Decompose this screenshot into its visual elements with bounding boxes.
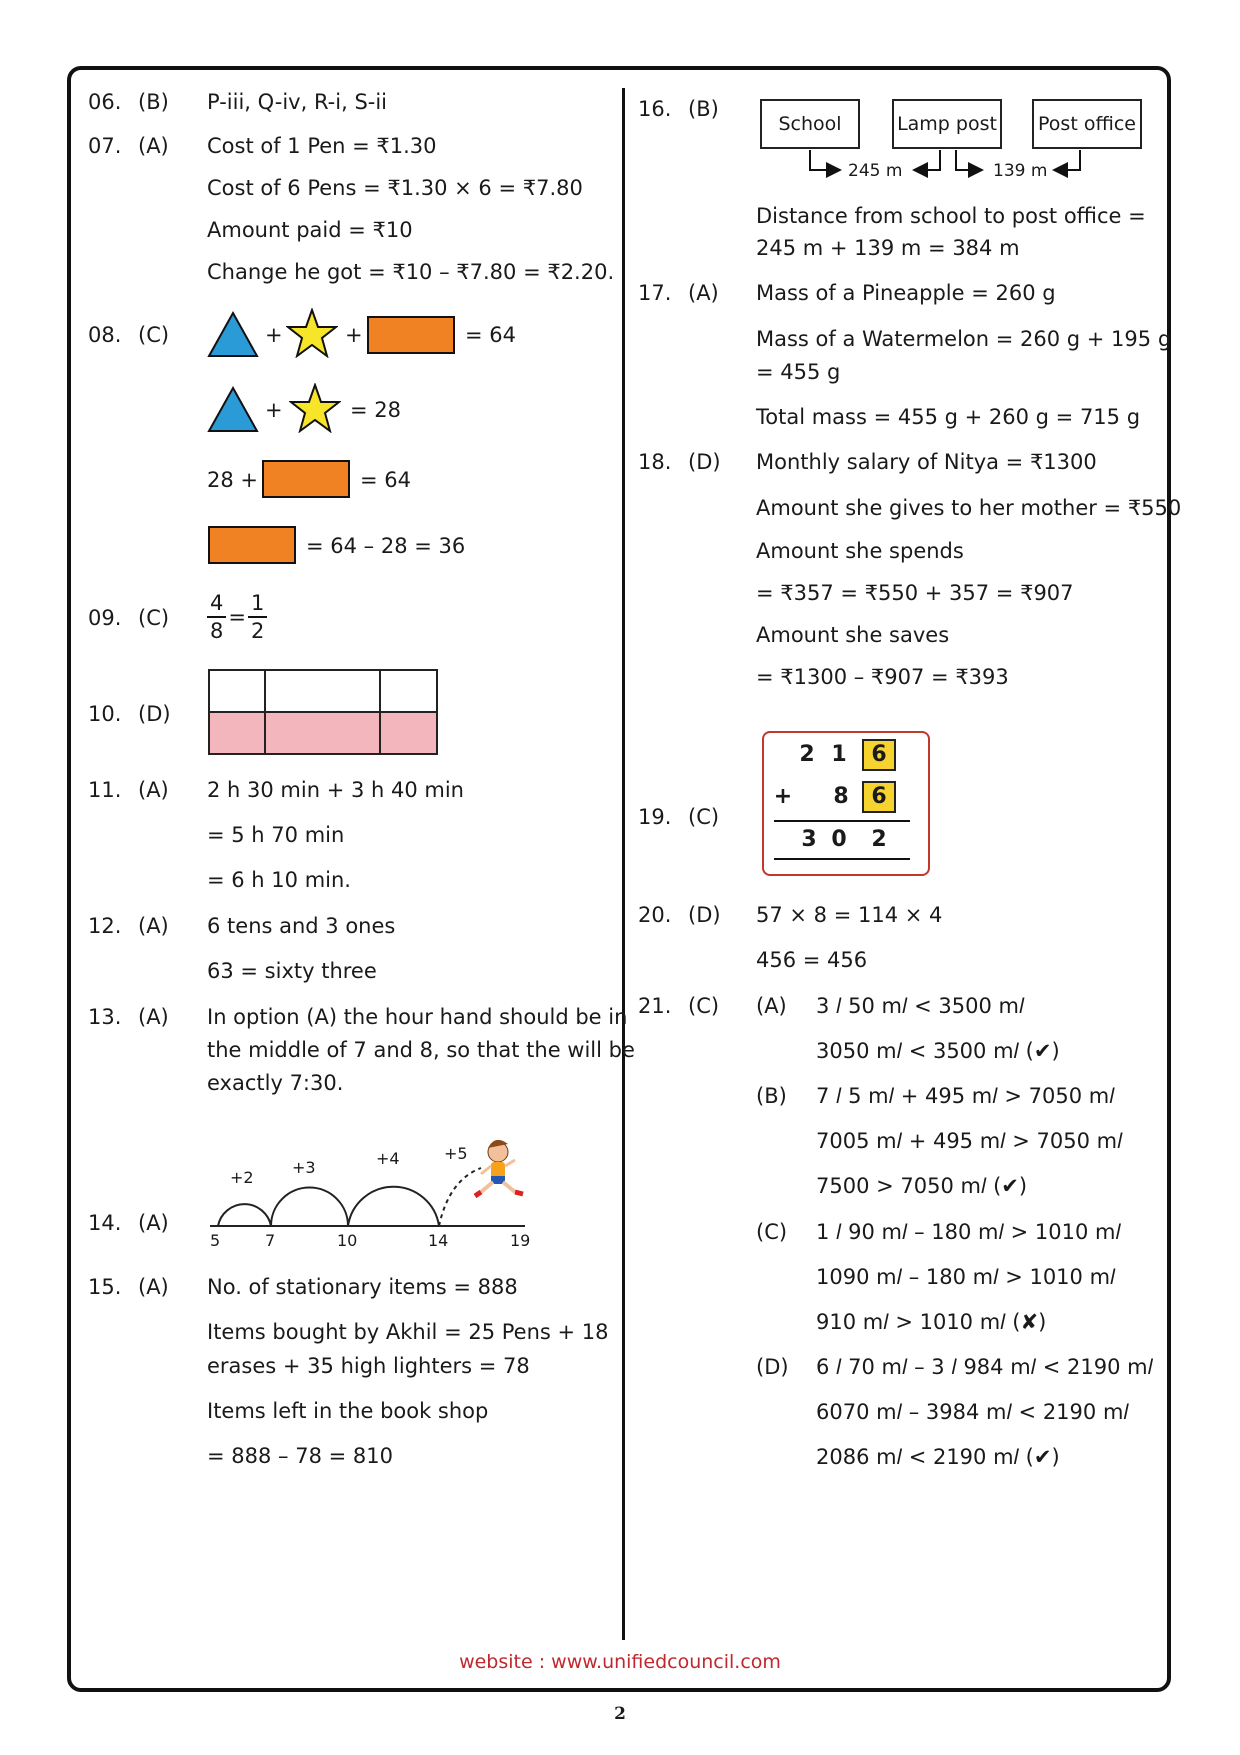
- question-number-14: 14.: [88, 1211, 122, 1235]
- solution-line: 63 = sixty three: [207, 959, 377, 983]
- solution-line: Cost of 6 Pens = ₹1.30 × 6 = ₹7.80: [207, 176, 583, 200]
- answer-18: (D): [688, 450, 721, 474]
- distance-label: 245 m: [848, 161, 903, 181]
- answer-20: (D): [688, 903, 721, 927]
- option-line: 3050 m𝑙 < 3500 m𝑙 (✔): [816, 1039, 1060, 1063]
- solution-line: = 888 – 78 = 810: [207, 1444, 393, 1468]
- question-number-16: 16.: [638, 97, 672, 121]
- answer-15: (A): [138, 1275, 169, 1299]
- rectangle-shape: [262, 460, 350, 498]
- option-line: 1 𝑙 90 m𝑙 – 180 m𝑙 > 1010 m𝑙: [816, 1220, 1121, 1244]
- solution-line: Amount she saves: [756, 623, 950, 647]
- tick-label: 14: [428, 1231, 449, 1250]
- rectangle-shape: [208, 526, 296, 564]
- denominator: 2: [250, 619, 265, 643]
- solution-line: 28 +: [207, 468, 258, 492]
- option-line: 6 𝑙 70 m𝑙 – 3 𝑙 984 m𝑙 < 2190 m𝑙: [816, 1355, 1154, 1379]
- jump-label: +5: [444, 1144, 468, 1163]
- digit: 3: [801, 827, 817, 852]
- solution-line: No. of stationary items = 888: [207, 1275, 518, 1299]
- distance-label: 139 m: [993, 161, 1048, 181]
- digit: 2: [799, 742, 815, 767]
- option-line: 2086 m𝑙 < 2190 m𝑙 (✔): [816, 1445, 1060, 1469]
- solution-line: 6 tens and 3 ones: [207, 914, 396, 938]
- solution-line: = 6 h 10 min.: [207, 868, 351, 892]
- solution-line: P-iii, Q-iv, R-i, S-ii: [207, 90, 388, 114]
- digit: 0: [831, 827, 847, 852]
- option-label: (A): [756, 994, 787, 1018]
- plus-sign: +: [265, 323, 283, 347]
- question-number-06: 06.: [88, 90, 122, 114]
- sum-line: [774, 820, 910, 822]
- answer-13: (A): [138, 1005, 169, 1029]
- number-line-jumps: [205, 1120, 545, 1260]
- question-number-12: 12.: [88, 914, 122, 938]
- column-divider: [622, 88, 625, 1640]
- solution-line: 456 = 456: [756, 948, 868, 972]
- answer-11: (A): [138, 778, 169, 802]
- tick-label: 19: [510, 1231, 531, 1250]
- option-line: 7005 m𝑙 + 495 m𝑙 > 7050 m𝑙: [816, 1129, 1123, 1153]
- solution-line: = ₹1300 – ₹907 = ₹393: [756, 665, 1009, 689]
- denominator: 8: [210, 619, 224, 643]
- solution-line: Cost of 1 Pen = ₹1.30: [207, 134, 437, 158]
- solution-line: exactly 7:30.: [207, 1071, 344, 1095]
- option-line: 7500 > 7050 m𝑙 (✔): [816, 1174, 1028, 1198]
- digit: 8: [833, 784, 849, 809]
- tick-label: 10: [337, 1231, 358, 1250]
- solution-line: Mass of a Watermelon = 260 g + 195 g: [756, 327, 1172, 351]
- solution-line: the middle of 7 and 8, so that the will be: [207, 1038, 635, 1062]
- page-number: 2: [614, 1704, 626, 1724]
- answer-17: (A): [688, 281, 719, 305]
- rectangle-shape: [367, 316, 455, 354]
- solution-line: = 64 – 28 = 36: [306, 534, 466, 558]
- option-line: 1090 m𝑙 – 180 m𝑙 > 1010 m𝑙: [816, 1265, 1116, 1289]
- digit-highlight: 6: [862, 781, 896, 813]
- question-number-07: 07.: [88, 134, 122, 158]
- option-label: (D): [756, 1355, 789, 1379]
- digit: 1: [831, 742, 847, 767]
- answer-06: (B): [138, 90, 169, 114]
- solution-line: In option (A) the hour hand should be in: [207, 1005, 628, 1029]
- option-line: 7 𝑙 5 m𝑙 + 495 m𝑙 > 7050 m𝑙: [816, 1084, 1115, 1108]
- numerator: 4: [207, 590, 226, 618]
- jump-label: +2: [230, 1168, 254, 1187]
- solution-line: = 64: [360, 468, 411, 492]
- question-number-20: 20.: [638, 903, 672, 927]
- plus-sign: +: [345, 323, 363, 347]
- plus-sign: +: [265, 398, 283, 422]
- solution-line: Total mass = 455 g + 260 g = 715 g: [756, 405, 1141, 429]
- fraction-equation: [205, 590, 269, 644]
- fraction-grid: [207, 668, 439, 756]
- numerator: 1: [248, 590, 267, 618]
- solution-line: Amount she spends: [756, 539, 964, 563]
- answer-10: (D): [138, 702, 171, 726]
- question-number-21: 21.: [638, 994, 672, 1018]
- solution-line: 57 × 8 = 114 × 4: [756, 903, 943, 927]
- post-office-box: Post office: [1032, 99, 1142, 149]
- solution-line: = 64: [465, 323, 516, 347]
- solution-line: 2 h 30 min + 3 h 40 min: [207, 778, 464, 802]
- star-shape: [289, 383, 341, 433]
- triangle-shape: [207, 310, 259, 358]
- solution-line: Change he got = ₹10 – ₹7.80 = ₹2.20.: [207, 260, 615, 284]
- website-footer: website : www.unifiedcouncil.com: [459, 1651, 781, 1673]
- answer-19: (C): [688, 805, 720, 829]
- answer-14: (A): [138, 1211, 169, 1235]
- jump-label: +3: [292, 1158, 316, 1177]
- question-number-10: 10.: [88, 702, 122, 726]
- solution-line: = ₹357 = ₹550 + 357 = ₹907: [756, 581, 1074, 605]
- jump-label: +4: [376, 1149, 400, 1168]
- tick-label: 5: [210, 1231, 221, 1250]
- solution-line: Amount paid = ₹10: [207, 218, 413, 242]
- answer-16: (B): [688, 97, 719, 121]
- solution-line: = 5 h 70 min: [207, 823, 345, 847]
- sum-underline: [774, 858, 910, 860]
- solution-line: = 28: [350, 398, 401, 422]
- question-number-11: 11.: [88, 778, 122, 802]
- answer-08: (C): [138, 323, 170, 347]
- solution-line: Amount she gives to her mother = ₹550: [756, 496, 1182, 520]
- solution-line: Mass of a Pineapple = 260 g: [756, 281, 1056, 305]
- question-number-08: 08.: [88, 323, 122, 347]
- option-line: 6070 m𝑙 – 3984 m𝑙 < 2190 m𝑙: [816, 1400, 1129, 1424]
- option-label: (C): [756, 1220, 788, 1244]
- answer-09: (C): [138, 606, 170, 630]
- triangle-shape: [207, 385, 259, 433]
- solution-line: Items bought by Akhil = 25 Pens + 18: [207, 1320, 609, 1344]
- solution-line: Items left in the book shop: [207, 1399, 489, 1423]
- school-box: School: [760, 99, 860, 149]
- answer-12: (A): [138, 914, 169, 938]
- option-line: 910 m𝑙 > 1010 m𝑙 (✘): [816, 1310, 1047, 1334]
- tick-label: 7: [265, 1231, 276, 1250]
- question-number-17: 17.: [638, 281, 672, 305]
- lamp-post-box: Lamp post: [892, 99, 1002, 149]
- solution-line: Monthly salary of Nitya = ₹1300: [756, 450, 1097, 474]
- plus-sign: +: [773, 784, 793, 809]
- question-number-19: 19.: [638, 805, 672, 829]
- solution-line: 245 m + 139 m = 384 m: [756, 236, 1020, 260]
- solution-line: = 455 g: [756, 360, 841, 384]
- question-number-13: 13.: [88, 1005, 122, 1029]
- answer-21: (C): [688, 994, 720, 1018]
- distance-arrows: [800, 148, 1100, 180]
- digit: 2: [871, 827, 887, 852]
- equals-sign: =: [228, 605, 246, 629]
- option-label: (B): [756, 1084, 787, 1108]
- option-line: 3 𝑙 50 m𝑙 < 3500 m𝑙: [816, 994, 1025, 1018]
- digit-highlight: 6: [862, 739, 896, 771]
- answer-07: (A): [138, 134, 169, 158]
- solution-line: erases + 35 high lighters = 78: [207, 1354, 530, 1378]
- question-number-18: 18.: [638, 450, 672, 474]
- question-number-09: 09.: [88, 606, 122, 630]
- solution-line: Distance from school to post office =: [756, 204, 1146, 228]
- star-shape: [286, 308, 338, 358]
- question-number-15: 15.: [88, 1275, 122, 1299]
